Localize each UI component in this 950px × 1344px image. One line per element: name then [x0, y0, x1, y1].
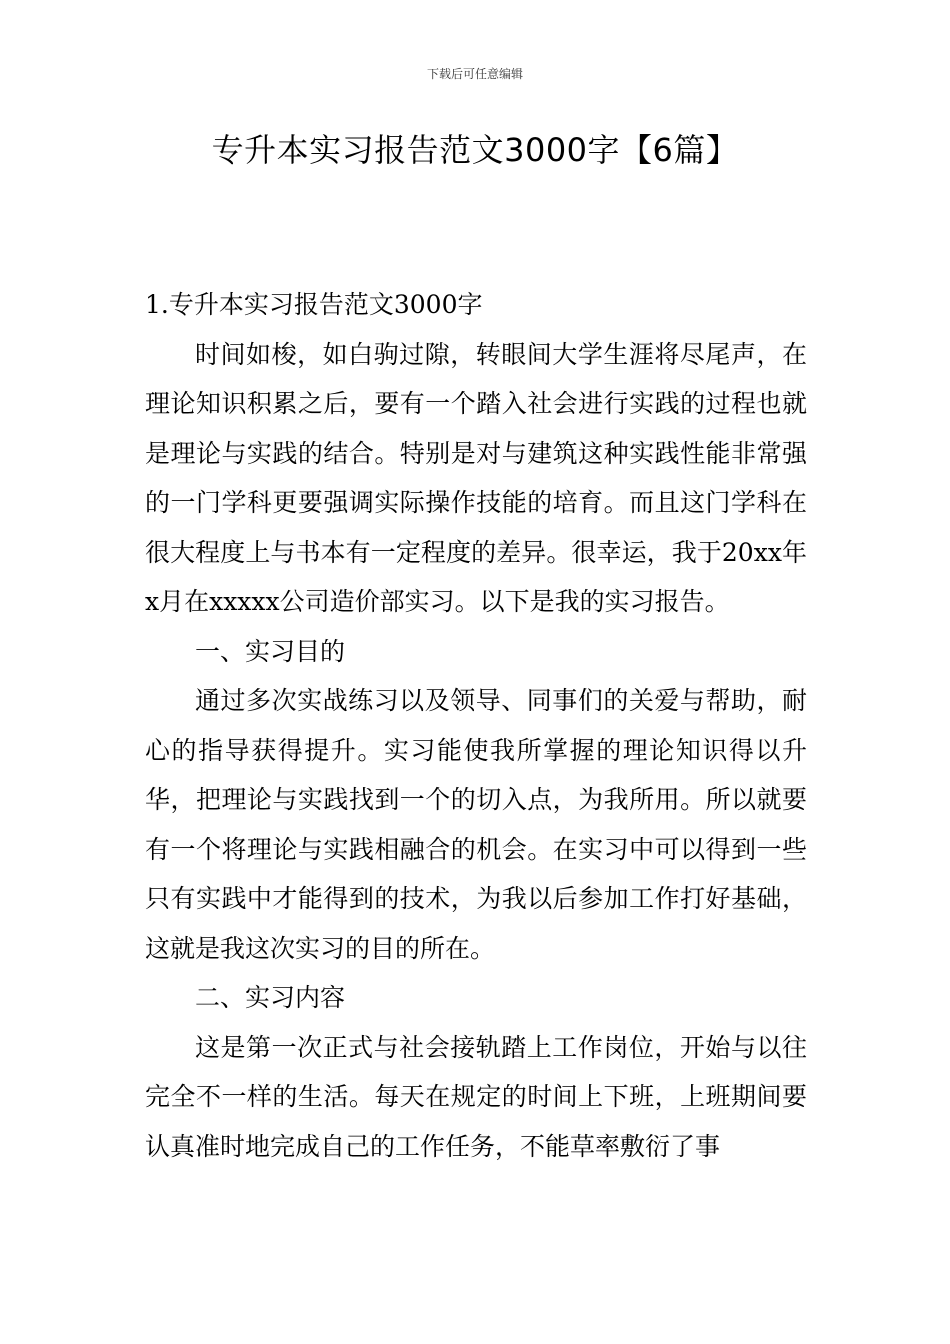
header-note: 下载后可任意编辑 [426, 67, 523, 81]
document-title: 专升本实习报告范文3000字【6篇】 [211, 131, 739, 169]
heading-content: 二、实习内容 [195, 983, 346, 1012]
paragraph-purpose: 通过多次实战练习以及领导、同事们的关爱与帮助，耐心的指导获得提升。实习能使我所掌握的理论知识得以升华，把理论与实践找到一个的切入点，为我所用。所以就要有一个将理论与实践相融合的机会。在实习中可以得到一些只有实践中才能得到的技术，为我以后参加工作打好基础，这就是我这次实习的目的所在。 [145, 686, 807, 963]
document-body [145, 280, 807, 1171]
paragraph-intro: 时间如梭，如白驹过隙，转眼间大学生涯将尽尾声，在理论知识积累之后，要有一个踏入社会进行实践的过程也就是理论与实践的结合。特别是对与建筑这种实践性能非常强的一门学科更要强调实际操作技能的培育。而且这门学科在很大程度上与书本有一定程度的差异。很幸运，我于20xx年x月在xxxxx公司造价部实习。以下是我的实习报告。 [145, 339, 807, 616]
paragraph-content: 这是第一次正式与社会接轨踏上工作岗位，开始与以往完全不一样的生活。每天在规定的时间上下班，上班期间要认真准时地完成自己的工作任务，不能草率敷衍了事 [145, 1032, 807, 1161]
section-title: 1.专升本实习报告范文3000字 [145, 290, 483, 319]
heading-purpose: 一、实习目的 [195, 636, 346, 666]
